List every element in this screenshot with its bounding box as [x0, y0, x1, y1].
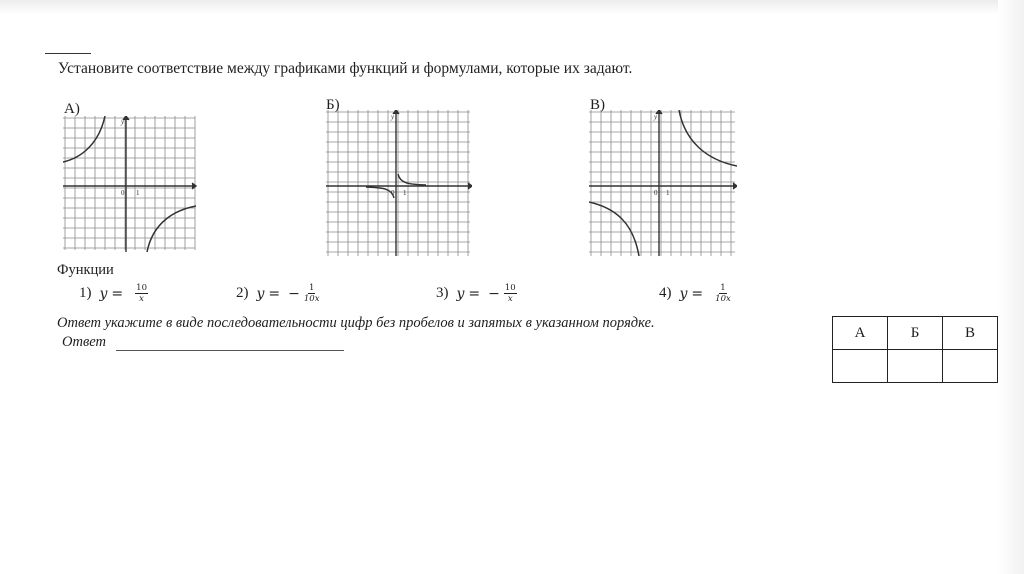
formula-3-sign: −: [488, 285, 500, 302]
formula-2: [236, 283, 320, 304]
graph-b-one: 1: [403, 189, 407, 197]
graph-v-zero: 0: [654, 189, 658, 197]
formula-2-eq: =: [268, 285, 281, 302]
right-shadow: [998, 0, 1024, 574]
graph-v: [589, 110, 737, 256]
graph-a-curve-left: [63, 116, 105, 162]
formula-1-numerator: 10: [136, 283, 147, 293]
formula-3: [436, 283, 517, 304]
graph-a: [63, 116, 197, 252]
graph-v-curve-right: [679, 110, 737, 166]
formula-4-fraction: [715, 283, 731, 304]
graph-b-y-label: y: [391, 113, 395, 121]
instruction-text: Ответ укажите в виде последовательности цифр без пробелов и запятых в указанном порядке.: [57, 315, 655, 331]
formula-2-number: 2): [236, 285, 249, 301]
graph-a-zero: 0: [121, 189, 125, 197]
formula-1: [79, 283, 148, 304]
functions-title: Функции: [57, 262, 114, 278]
formula-4: [659, 283, 731, 304]
formula-3-fraction: [504, 283, 517, 304]
graph-label-a: А): [64, 101, 80, 117]
graph-label-b: Б): [326, 97, 340, 113]
formula-3-y: y: [456, 285, 465, 302]
formula-3-number: 3): [436, 285, 449, 301]
answer-cell-b[interactable]: [888, 350, 943, 383]
graph-b-curve-left: [366, 187, 394, 198]
graph-v-one: 1: [666, 189, 670, 197]
graph-label-v: В): [590, 97, 605, 113]
formula-2-y: y: [256, 285, 265, 302]
graph-a-curve-right: [147, 206, 196, 252]
task-number-line: [45, 53, 91, 54]
graph-v-curve-left: [589, 202, 639, 256]
formula-2-numerator: 1: [308, 283, 315, 293]
answer-table-header-a: А: [833, 317, 888, 350]
answer-input-line[interactable]: [116, 350, 344, 351]
graph-a-one: 1: [136, 189, 140, 197]
answer-cell-v[interactable]: [943, 350, 998, 383]
graph-a-y-label: y: [121, 118, 125, 126]
formula-1-eq: =: [111, 285, 124, 302]
formula-4-denominator: 10x: [715, 294, 731, 304]
graph-b: [326, 110, 472, 256]
formula-2-fraction: [304, 283, 320, 304]
answer-table-header-b: Б: [888, 317, 943, 350]
formula-3-eq: =: [468, 285, 481, 302]
answer-table-header-v: В: [943, 317, 998, 350]
formula-4-number: 4): [659, 285, 672, 301]
formula-2-denominator: 10x: [303, 294, 320, 304]
answer-table-header-row: [833, 317, 998, 350]
top-shadow: [0, 0, 1024, 14]
formula-2-sign: −: [288, 285, 300, 302]
formula-1-y: y: [99, 285, 108, 302]
formula-4-y: y: [679, 285, 688, 302]
formula-3-numerator: 10: [504, 283, 516, 293]
formula-4-eq: =: [691, 285, 704, 302]
graph-v-y-label: y: [654, 113, 658, 121]
formula-3-denominator: x: [507, 294, 513, 304]
formula-1-number: 1): [79, 285, 92, 301]
answer-label: Ответ: [62, 334, 106, 350]
graph-b-zero: 0: [391, 189, 395, 197]
graph-b-curve-right: [398, 174, 426, 185]
task-text: Установите соответствие между графиками функций и формулами, которые их задают.: [58, 60, 633, 77]
answer-table: [832, 316, 998, 383]
formula-1-fraction: [135, 283, 148, 304]
answer-table-value-row: [833, 350, 998, 383]
answer-cell-a[interactable]: [833, 350, 888, 383]
formula-1-denominator: x: [139, 294, 144, 304]
formula-4-numerator: 1: [720, 283, 726, 293]
